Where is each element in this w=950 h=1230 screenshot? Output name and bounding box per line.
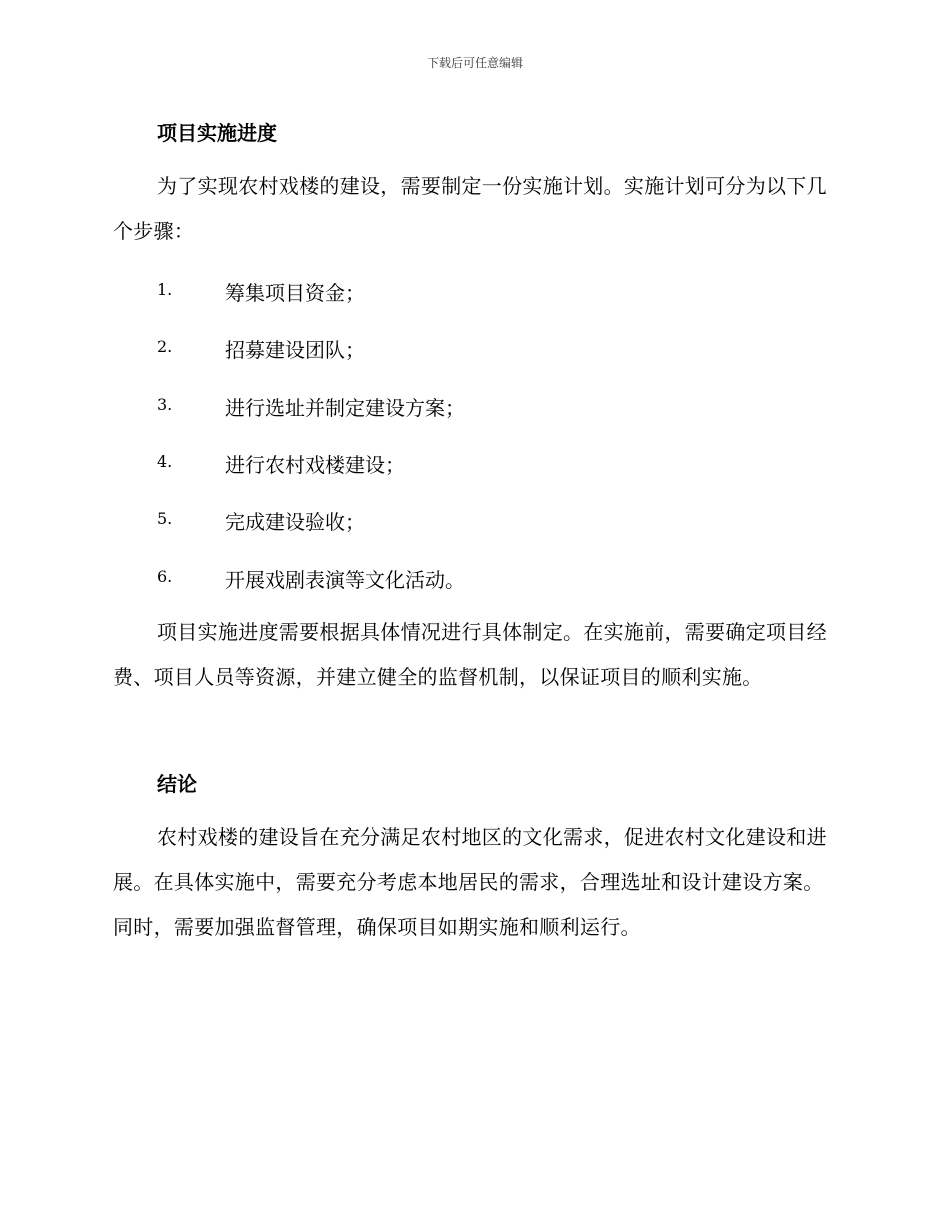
section-heading-progress: 项目实施进度	[157, 121, 277, 145]
list-item-text: 进行农村戏楼建设；	[225, 453, 405, 477]
list-item-number: 2.	[157, 337, 173, 356]
list-item-number: 6.	[157, 567, 173, 586]
conclusion-paragraph: 农村戏楼的建设旨在充分满足农村地区的文化需求，促进农村文化建设和进展。在具体实施中，需要充分考虑本地居民的需求，合理选址和设计建设方案。同时，需要加强监督管理，确保项目如期实施和顺利运行。	[113, 825, 827, 939]
list-item-text: 开展戏剧表演等文化活动。	[225, 568, 465, 592]
section-heading-conclusion: 结论	[157, 772, 197, 796]
page-header: 下载后可任意编辑	[426, 56, 523, 70]
list-item-number: 3.	[157, 395, 173, 414]
intro-paragraph: 为了实现农村戏楼的建设，需要制定一份实施计划。实施计划可分为以下几个步骤：	[113, 174, 827, 243]
closing-paragraph: 项目实施进度需要根据具体情况进行具体制定。在实施前，需要确定项目经费、项目人员等资源，并建立健全的监督机制，以保证项目的顺利实施。	[113, 620, 827, 689]
list-item-text: 进行选址并制定建设方案；	[225, 396, 465, 420]
list-item-number: 4.	[157, 452, 173, 471]
list-item-number: 1.	[157, 280, 173, 299]
list-item-text: 招募建设团队；	[225, 338, 365, 362]
list-item-text: 筹集项目资金；	[225, 281, 365, 305]
list-item-number: 5.	[157, 509, 173, 528]
list-item-text: 完成建设验收；	[225, 510, 365, 534]
